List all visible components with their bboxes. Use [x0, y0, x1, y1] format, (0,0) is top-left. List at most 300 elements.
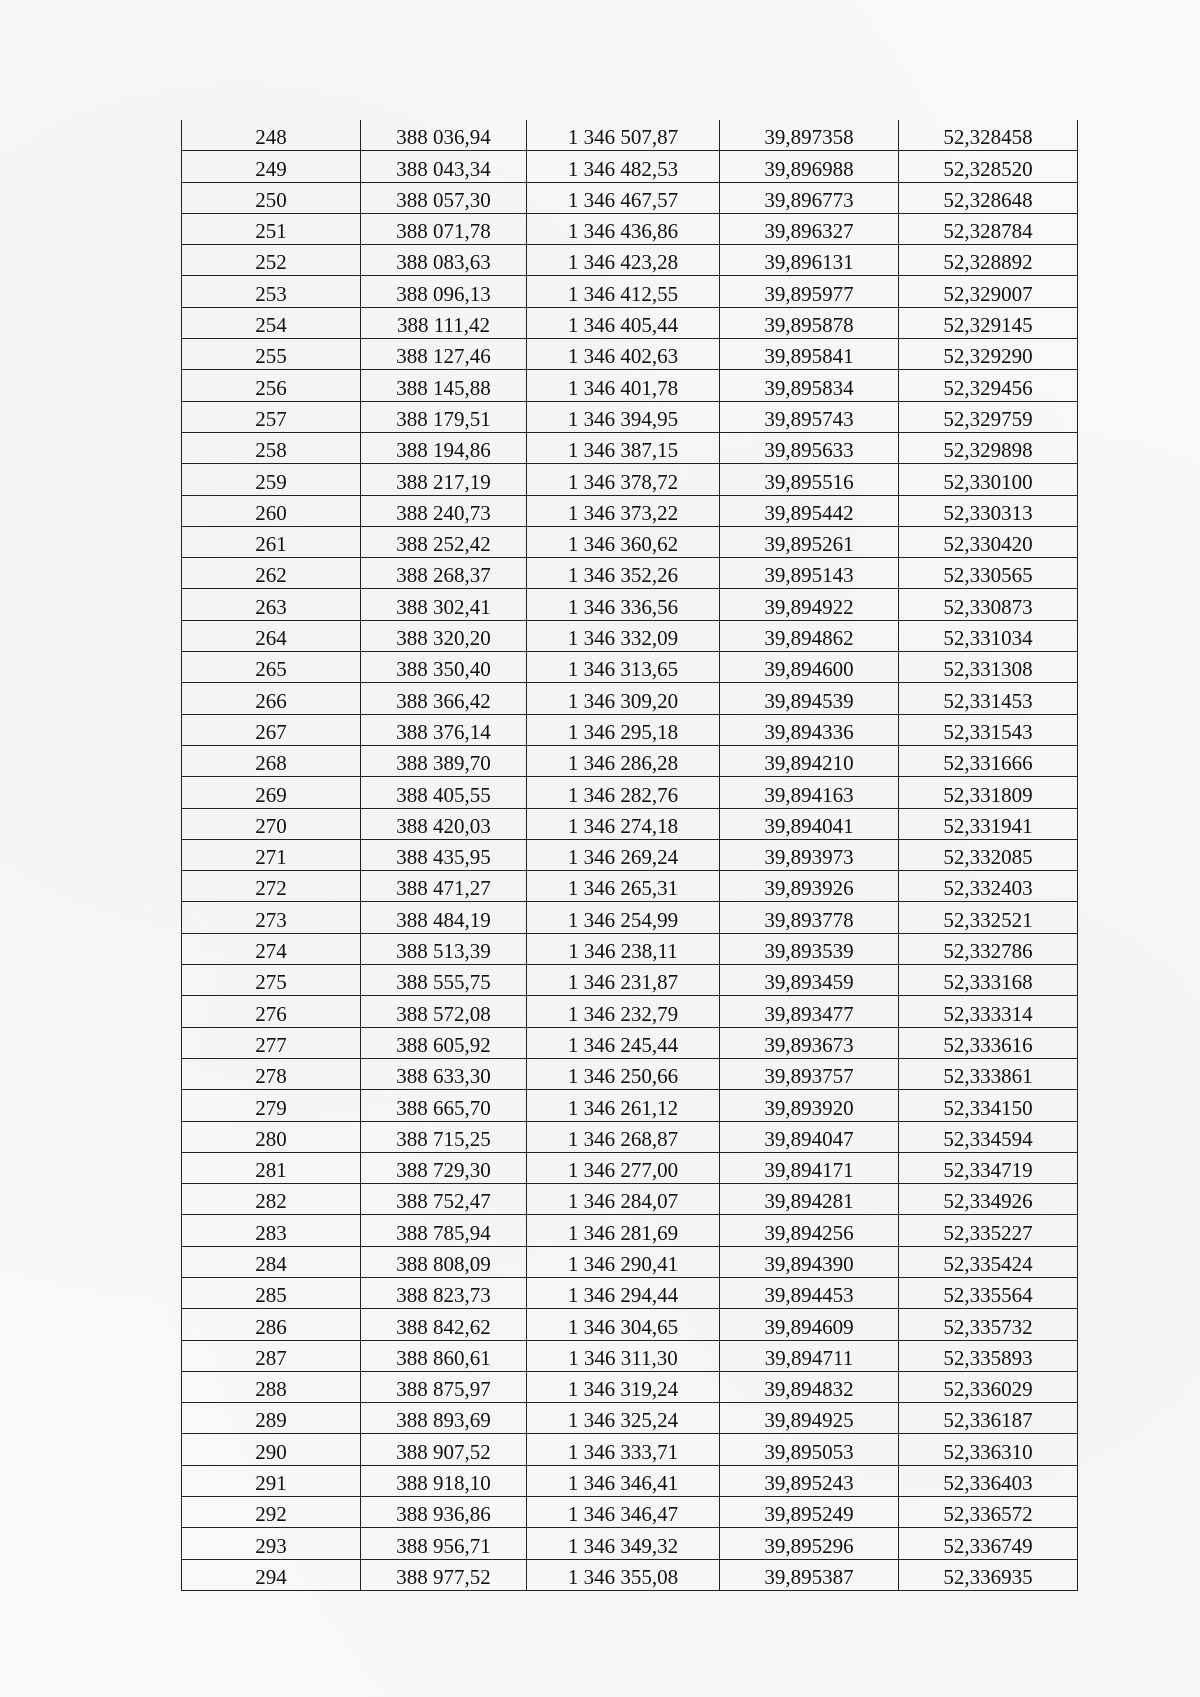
longitude-cell [720, 1215, 899, 1246]
cell-text: 388 057,30 [396, 187, 491, 212]
cell-text: 1 346 231,87 [567, 970, 679, 995]
cell-text: 1 346 436,86 [567, 219, 679, 244]
cell-text: 39,893926 [764, 876, 854, 901]
cell-text: 287 [255, 1345, 287, 1370]
table-row [182, 213, 1078, 244]
y-coordinate-cell [527, 902, 720, 933]
cell-text: 52,328892 [943, 250, 1033, 275]
cell-text: 52,329290 [943, 344, 1033, 369]
latitude-cell [899, 120, 1078, 151]
table-row [182, 1090, 1078, 1121]
y-coordinate-cell [527, 307, 720, 338]
cell-text: 1 346 311,30 [568, 1345, 678, 1370]
cell-text: 286 [255, 1314, 287, 1339]
cell-text: 1 346 274,18 [567, 813, 679, 838]
y-coordinate-cell [527, 1528, 720, 1559]
x-coordinate-cell [361, 839, 527, 870]
x-coordinate-cell [361, 996, 527, 1027]
y-coordinate-cell [527, 245, 720, 276]
table-row [182, 307, 1078, 338]
table-row [182, 1184, 1078, 1215]
x-coordinate-cell [361, 432, 527, 463]
cell-text: 39,895387 [764, 1564, 854, 1589]
cell-text: 52,336749 [943, 1533, 1033, 1558]
cell-text: 52,335227 [943, 1220, 1033, 1245]
y-coordinate-cell [527, 589, 720, 620]
cell-text: 1 346 405,44 [567, 313, 679, 338]
cell-text: 39,895633 [764, 438, 854, 463]
cell-text: 39,893539 [764, 939, 854, 964]
longitude-cell [720, 620, 899, 651]
cell-text: 39,894336 [764, 719, 854, 744]
cell-text: 268 [255, 751, 287, 776]
cell-text: 1 346 507,87 [567, 125, 679, 150]
latitude-cell [899, 1058, 1078, 1089]
cell-text: 52,333314 [943, 1001, 1033, 1026]
cell-text: 291 [255, 1471, 287, 1496]
cell-text: 266 [255, 688, 287, 713]
cell-text: 52,333861 [943, 1064, 1033, 1089]
point-number-cell [182, 245, 361, 276]
table-row [182, 1528, 1078, 1559]
cell-text: 52,334926 [943, 1189, 1033, 1214]
cell-text: 250 [255, 187, 287, 212]
cell-text: 388 633,30 [396, 1064, 491, 1089]
cell-text: 1 346 268,87 [567, 1126, 679, 1151]
table-row [182, 558, 1078, 589]
y-coordinate-cell [527, 1403, 720, 1434]
table-row [182, 1497, 1078, 1528]
cell-text: 388 043,34 [396, 156, 491, 181]
point-number-cell [182, 1184, 361, 1215]
cell-text: 1 346 349,32 [567, 1533, 679, 1558]
longitude-cell [720, 276, 899, 307]
longitude-cell [720, 1497, 899, 1528]
y-coordinate-cell [527, 652, 720, 683]
cell-text: 52,332085 [943, 845, 1033, 870]
point-number-cell [182, 1152, 361, 1183]
point-number-cell [182, 151, 361, 182]
cell-text: 281 [255, 1158, 287, 1183]
point-number-cell [182, 871, 361, 902]
cell-text: 388 977,52 [396, 1564, 491, 1589]
x-coordinate-cell [361, 1559, 527, 1590]
cell-text: 52,329007 [943, 281, 1033, 306]
cell-text: 39,894256 [764, 1220, 854, 1245]
point-number-cell [182, 1528, 361, 1559]
longitude-cell [720, 902, 899, 933]
cell-text: 52,335424 [943, 1251, 1033, 1276]
cell-text: 39,894922 [764, 594, 854, 619]
x-coordinate-cell [361, 1090, 527, 1121]
table-row [182, 902, 1078, 933]
x-coordinate-cell [361, 1309, 527, 1340]
cell-text: 52,331543 [943, 719, 1033, 744]
cell-text: 388 893,69 [396, 1408, 491, 1433]
x-coordinate-cell [361, 871, 527, 902]
point-number-cell [182, 1403, 361, 1434]
longitude-cell [720, 213, 899, 244]
cell-text: 39,895243 [764, 1471, 854, 1496]
cell-text: 39,893673 [764, 1032, 854, 1057]
table-row [182, 245, 1078, 276]
x-coordinate-cell [361, 1058, 527, 1089]
table-row [182, 871, 1078, 902]
cell-text: 52,330420 [943, 532, 1033, 557]
cell-text: 388 420,03 [396, 813, 491, 838]
latitude-cell [899, 933, 1078, 964]
x-coordinate-cell [361, 213, 527, 244]
table-row [182, 1152, 1078, 1183]
cell-text: 1 346 325,24 [567, 1408, 679, 1433]
cell-text: 1 346 360,62 [567, 532, 679, 557]
table-row [182, 1434, 1078, 1465]
cell-text: 388 268,37 [396, 563, 491, 588]
cell-text: 52,331666 [943, 751, 1033, 776]
cell-text: 264 [255, 626, 287, 651]
cell-text: 52,332786 [943, 939, 1033, 964]
cell-text: 52,336403 [943, 1471, 1033, 1496]
x-coordinate-cell [361, 1152, 527, 1183]
cell-text: 271 [255, 845, 287, 870]
x-coordinate-cell [361, 808, 527, 839]
latitude-cell [899, 1497, 1078, 1528]
y-coordinate-cell [527, 777, 720, 808]
cell-text: 276 [255, 1001, 287, 1026]
cell-text: 39,894453 [764, 1283, 854, 1308]
x-coordinate-cell [361, 965, 527, 996]
x-coordinate-cell [361, 464, 527, 495]
cell-text: 52,330565 [943, 563, 1033, 588]
cell-text: 39,895296 [764, 1533, 854, 1558]
cell-text: 1 346 482,53 [567, 156, 679, 181]
longitude-cell [720, 745, 899, 776]
cell-text: 265 [255, 657, 287, 682]
table-row [182, 495, 1078, 526]
longitude-cell [720, 432, 899, 463]
cell-text: 1 346 355,08 [567, 1564, 679, 1589]
cell-text: 292 [255, 1502, 287, 1527]
cell-text: 1 346 373,22 [567, 500, 679, 525]
y-coordinate-cell [527, 1027, 720, 1058]
cell-text: 280 [255, 1126, 287, 1151]
latitude-cell [899, 526, 1078, 557]
cell-text: 39,895977 [764, 281, 854, 306]
cell-text: 388 435,95 [396, 845, 491, 870]
longitude-cell [720, 1340, 899, 1371]
latitude-cell [899, 370, 1078, 401]
latitude-cell [899, 495, 1078, 526]
latitude-cell [899, 307, 1078, 338]
latitude-cell [899, 1152, 1078, 1183]
cell-text: 1 346 295,18 [567, 719, 679, 744]
point-number-cell [182, 652, 361, 683]
x-coordinate-cell [361, 1528, 527, 1559]
cell-text: 1 346 232,79 [567, 1001, 679, 1026]
x-coordinate-cell [361, 370, 527, 401]
cell-text: 39,896773 [764, 187, 854, 212]
y-coordinate-cell [527, 182, 720, 213]
point-number-cell [182, 996, 361, 1027]
cell-text: 274 [255, 939, 287, 964]
latitude-cell [899, 151, 1078, 182]
latitude-cell [899, 1465, 1078, 1496]
y-coordinate-cell [527, 683, 720, 714]
cell-text: 388 605,92 [396, 1032, 491, 1057]
cell-text: 52,332521 [943, 907, 1033, 932]
longitude-cell [720, 464, 899, 495]
cell-text: 388 389,70 [396, 751, 491, 776]
x-coordinate-cell [361, 120, 527, 151]
point-number-cell [182, 1559, 361, 1590]
cell-text: 52,332403 [943, 876, 1033, 901]
table-row [182, 933, 1078, 964]
coordinates-table-body [182, 120, 1078, 1590]
cell-text: 39,895516 [764, 469, 854, 494]
cell-text: 388 555,75 [396, 970, 491, 995]
y-coordinate-cell [527, 213, 720, 244]
table-row [182, 1340, 1078, 1371]
point-number-cell [182, 1465, 361, 1496]
cell-text: 39,895249 [764, 1502, 854, 1527]
y-coordinate-cell [527, 1309, 720, 1340]
cell-text: 39,895442 [764, 500, 854, 525]
longitude-cell [720, 871, 899, 902]
cell-text: 1 346 346,41 [567, 1471, 679, 1496]
x-coordinate-cell [361, 902, 527, 933]
cell-text: 259 [255, 469, 287, 494]
cell-text: 388 956,71 [396, 1533, 491, 1558]
cell-text: 39,895743 [764, 406, 854, 431]
latitude-cell [899, 996, 1078, 1027]
cell-text: 388 729,30 [396, 1158, 491, 1183]
longitude-cell [720, 339, 899, 370]
cell-text: 1 346 401,78 [567, 375, 679, 400]
cell-text: 39,894163 [764, 782, 854, 807]
cell-text: 52,331941 [943, 813, 1033, 838]
x-coordinate-cell [361, 182, 527, 213]
latitude-cell [899, 839, 1078, 870]
longitude-cell [720, 839, 899, 870]
cell-text: 285 [255, 1283, 287, 1308]
point-number-cell [182, 432, 361, 463]
latitude-cell [899, 902, 1078, 933]
y-coordinate-cell [527, 714, 720, 745]
point-number-cell [182, 777, 361, 808]
cell-text: 52,336572 [943, 1502, 1033, 1527]
longitude-cell [720, 526, 899, 557]
cell-text: 263 [255, 594, 287, 619]
latitude-cell [899, 589, 1078, 620]
table-row [182, 339, 1078, 370]
y-coordinate-cell [527, 1152, 720, 1183]
cell-text: 388 842,62 [396, 1314, 491, 1339]
cell-text: 39,894711 [764, 1345, 854, 1370]
y-coordinate-cell [527, 1090, 720, 1121]
x-coordinate-cell [361, 1465, 527, 1496]
cell-text: 39,893757 [764, 1064, 854, 1089]
cell-text: 39,895261 [764, 532, 854, 557]
cell-text: 39,894041 [764, 813, 854, 838]
y-coordinate-cell [527, 120, 720, 151]
cell-text: 39,894609 [764, 1314, 854, 1339]
cell-text: 1 346 423,28 [567, 250, 679, 275]
cell-text: 1 346 238,11 [568, 939, 678, 964]
cell-text: 39,894925 [764, 1408, 854, 1433]
longitude-cell [720, 182, 899, 213]
latitude-cell [899, 1434, 1078, 1465]
cell-text: 277 [255, 1032, 287, 1057]
cell-text: 388 366,42 [396, 688, 491, 713]
point-number-cell [182, 902, 361, 933]
latitude-cell [899, 339, 1078, 370]
x-coordinate-cell [361, 1121, 527, 1152]
table-row [182, 589, 1078, 620]
cell-text: 388 302,41 [396, 594, 491, 619]
cell-text: 388 484,19 [396, 907, 491, 932]
longitude-cell [720, 714, 899, 745]
table-row [182, 1121, 1078, 1152]
cell-text: 248 [255, 125, 287, 150]
cell-text: 388 823,73 [396, 1283, 491, 1308]
cell-text: 39,895878 [764, 313, 854, 338]
cell-text: 1 346 412,55 [567, 281, 679, 306]
cell-text: 288 [255, 1377, 287, 1402]
table-row [182, 620, 1078, 651]
cell-text: 52,333616 [943, 1032, 1033, 1057]
table-row [182, 151, 1078, 182]
cell-text: 388 513,39 [396, 939, 491, 964]
latitude-cell [899, 432, 1078, 463]
longitude-cell [720, 370, 899, 401]
point-number-cell [182, 1497, 361, 1528]
cell-text: 267 [255, 719, 287, 744]
point-number-cell [182, 839, 361, 870]
cell-text: 39,895143 [764, 563, 854, 588]
latitude-cell [899, 714, 1078, 745]
y-coordinate-cell [527, 432, 720, 463]
latitude-cell [899, 777, 1078, 808]
cell-text: 52,336310 [943, 1439, 1033, 1464]
cell-text: 282 [255, 1189, 287, 1214]
cell-text: 39,896131 [764, 250, 854, 275]
table-row [182, 1277, 1078, 1308]
longitude-cell [720, 777, 899, 808]
point-number-cell [182, 965, 361, 996]
table-row [182, 839, 1078, 870]
x-coordinate-cell [361, 1340, 527, 1371]
cell-text: 39,894210 [764, 751, 854, 776]
x-coordinate-cell [361, 777, 527, 808]
cell-text: 273 [255, 907, 287, 932]
cell-text: 261 [255, 532, 287, 557]
x-coordinate-cell [361, 1215, 527, 1246]
point-number-cell [182, 1309, 361, 1340]
cell-text: 52,335893 [943, 1345, 1033, 1370]
point-number-cell [182, 307, 361, 338]
cell-text: 52,329759 [943, 406, 1033, 431]
cell-text: 388 405,55 [396, 782, 491, 807]
cell-text: 1 346 284,07 [567, 1189, 679, 1214]
cell-text: 52,328784 [943, 219, 1033, 244]
cell-text: 52,330313 [943, 500, 1033, 525]
x-coordinate-cell [361, 495, 527, 526]
cell-text: 52,328648 [943, 187, 1033, 212]
x-coordinate-cell [361, 933, 527, 964]
cell-text: 1 346 402,63 [567, 344, 679, 369]
cell-text: 39,894281 [764, 1189, 854, 1214]
table-row [182, 683, 1078, 714]
cell-text: 388 918,10 [396, 1471, 491, 1496]
cell-text: 52,331453 [943, 688, 1033, 713]
cell-text: 52,328458 [943, 125, 1033, 150]
y-coordinate-cell [527, 1340, 720, 1371]
longitude-cell [720, 1277, 899, 1308]
cell-text: 283 [255, 1220, 287, 1245]
longitude-cell [720, 1184, 899, 1215]
x-coordinate-cell [361, 276, 527, 307]
cell-text: 272 [255, 876, 287, 901]
cell-text: 258 [255, 438, 287, 463]
point-number-cell [182, 526, 361, 557]
y-coordinate-cell [527, 965, 720, 996]
cell-text: 388 471,27 [396, 876, 491, 901]
y-coordinate-cell [527, 1465, 720, 1496]
latitude-cell [899, 1559, 1078, 1590]
table-row [182, 1058, 1078, 1089]
cell-text: 1 346 309,20 [567, 688, 679, 713]
x-coordinate-cell [361, 526, 527, 557]
longitude-cell [720, 151, 899, 182]
cell-text: 39,895841 [764, 344, 854, 369]
longitude-cell [720, 401, 899, 432]
x-coordinate-cell [361, 1434, 527, 1465]
cell-text: 388 179,51 [396, 406, 491, 431]
y-coordinate-cell [527, 464, 720, 495]
cell-text: 52,334150 [943, 1095, 1033, 1120]
y-coordinate-cell [527, 339, 720, 370]
cell-text: 52,329456 [943, 375, 1033, 400]
cell-text: 1 346 378,72 [567, 469, 679, 494]
x-coordinate-cell [361, 589, 527, 620]
cell-text: 262 [255, 563, 287, 588]
cell-text: 39,894171 [764, 1158, 854, 1183]
latitude-cell [899, 1340, 1078, 1371]
cell-text: 39,894832 [764, 1377, 854, 1402]
longitude-cell [720, 965, 899, 996]
cell-text: 388 036,94 [396, 125, 491, 150]
point-number-cell [182, 120, 361, 151]
longitude-cell [720, 1121, 899, 1152]
x-coordinate-cell [361, 1403, 527, 1434]
table-row [182, 464, 1078, 495]
y-coordinate-cell [527, 1184, 720, 1215]
cell-text: 52,331034 [943, 626, 1033, 651]
cell-text: 388 083,63 [396, 250, 491, 275]
cell-text: 1 346 281,69 [567, 1220, 679, 1245]
cell-text: 39,895053 [764, 1439, 854, 1464]
cell-text: 52,331809 [943, 782, 1033, 807]
cell-text: 39,894047 [764, 1126, 854, 1151]
cell-text: 253 [255, 281, 287, 306]
cell-text: 1 346 254,99 [567, 907, 679, 932]
x-coordinate-cell [361, 245, 527, 276]
x-coordinate-cell [361, 745, 527, 776]
cell-text: 388 752,47 [396, 1189, 491, 1214]
y-coordinate-cell [527, 620, 720, 651]
cell-text: 388 252,42 [396, 532, 491, 557]
cell-text: 388 127,46 [396, 344, 491, 369]
